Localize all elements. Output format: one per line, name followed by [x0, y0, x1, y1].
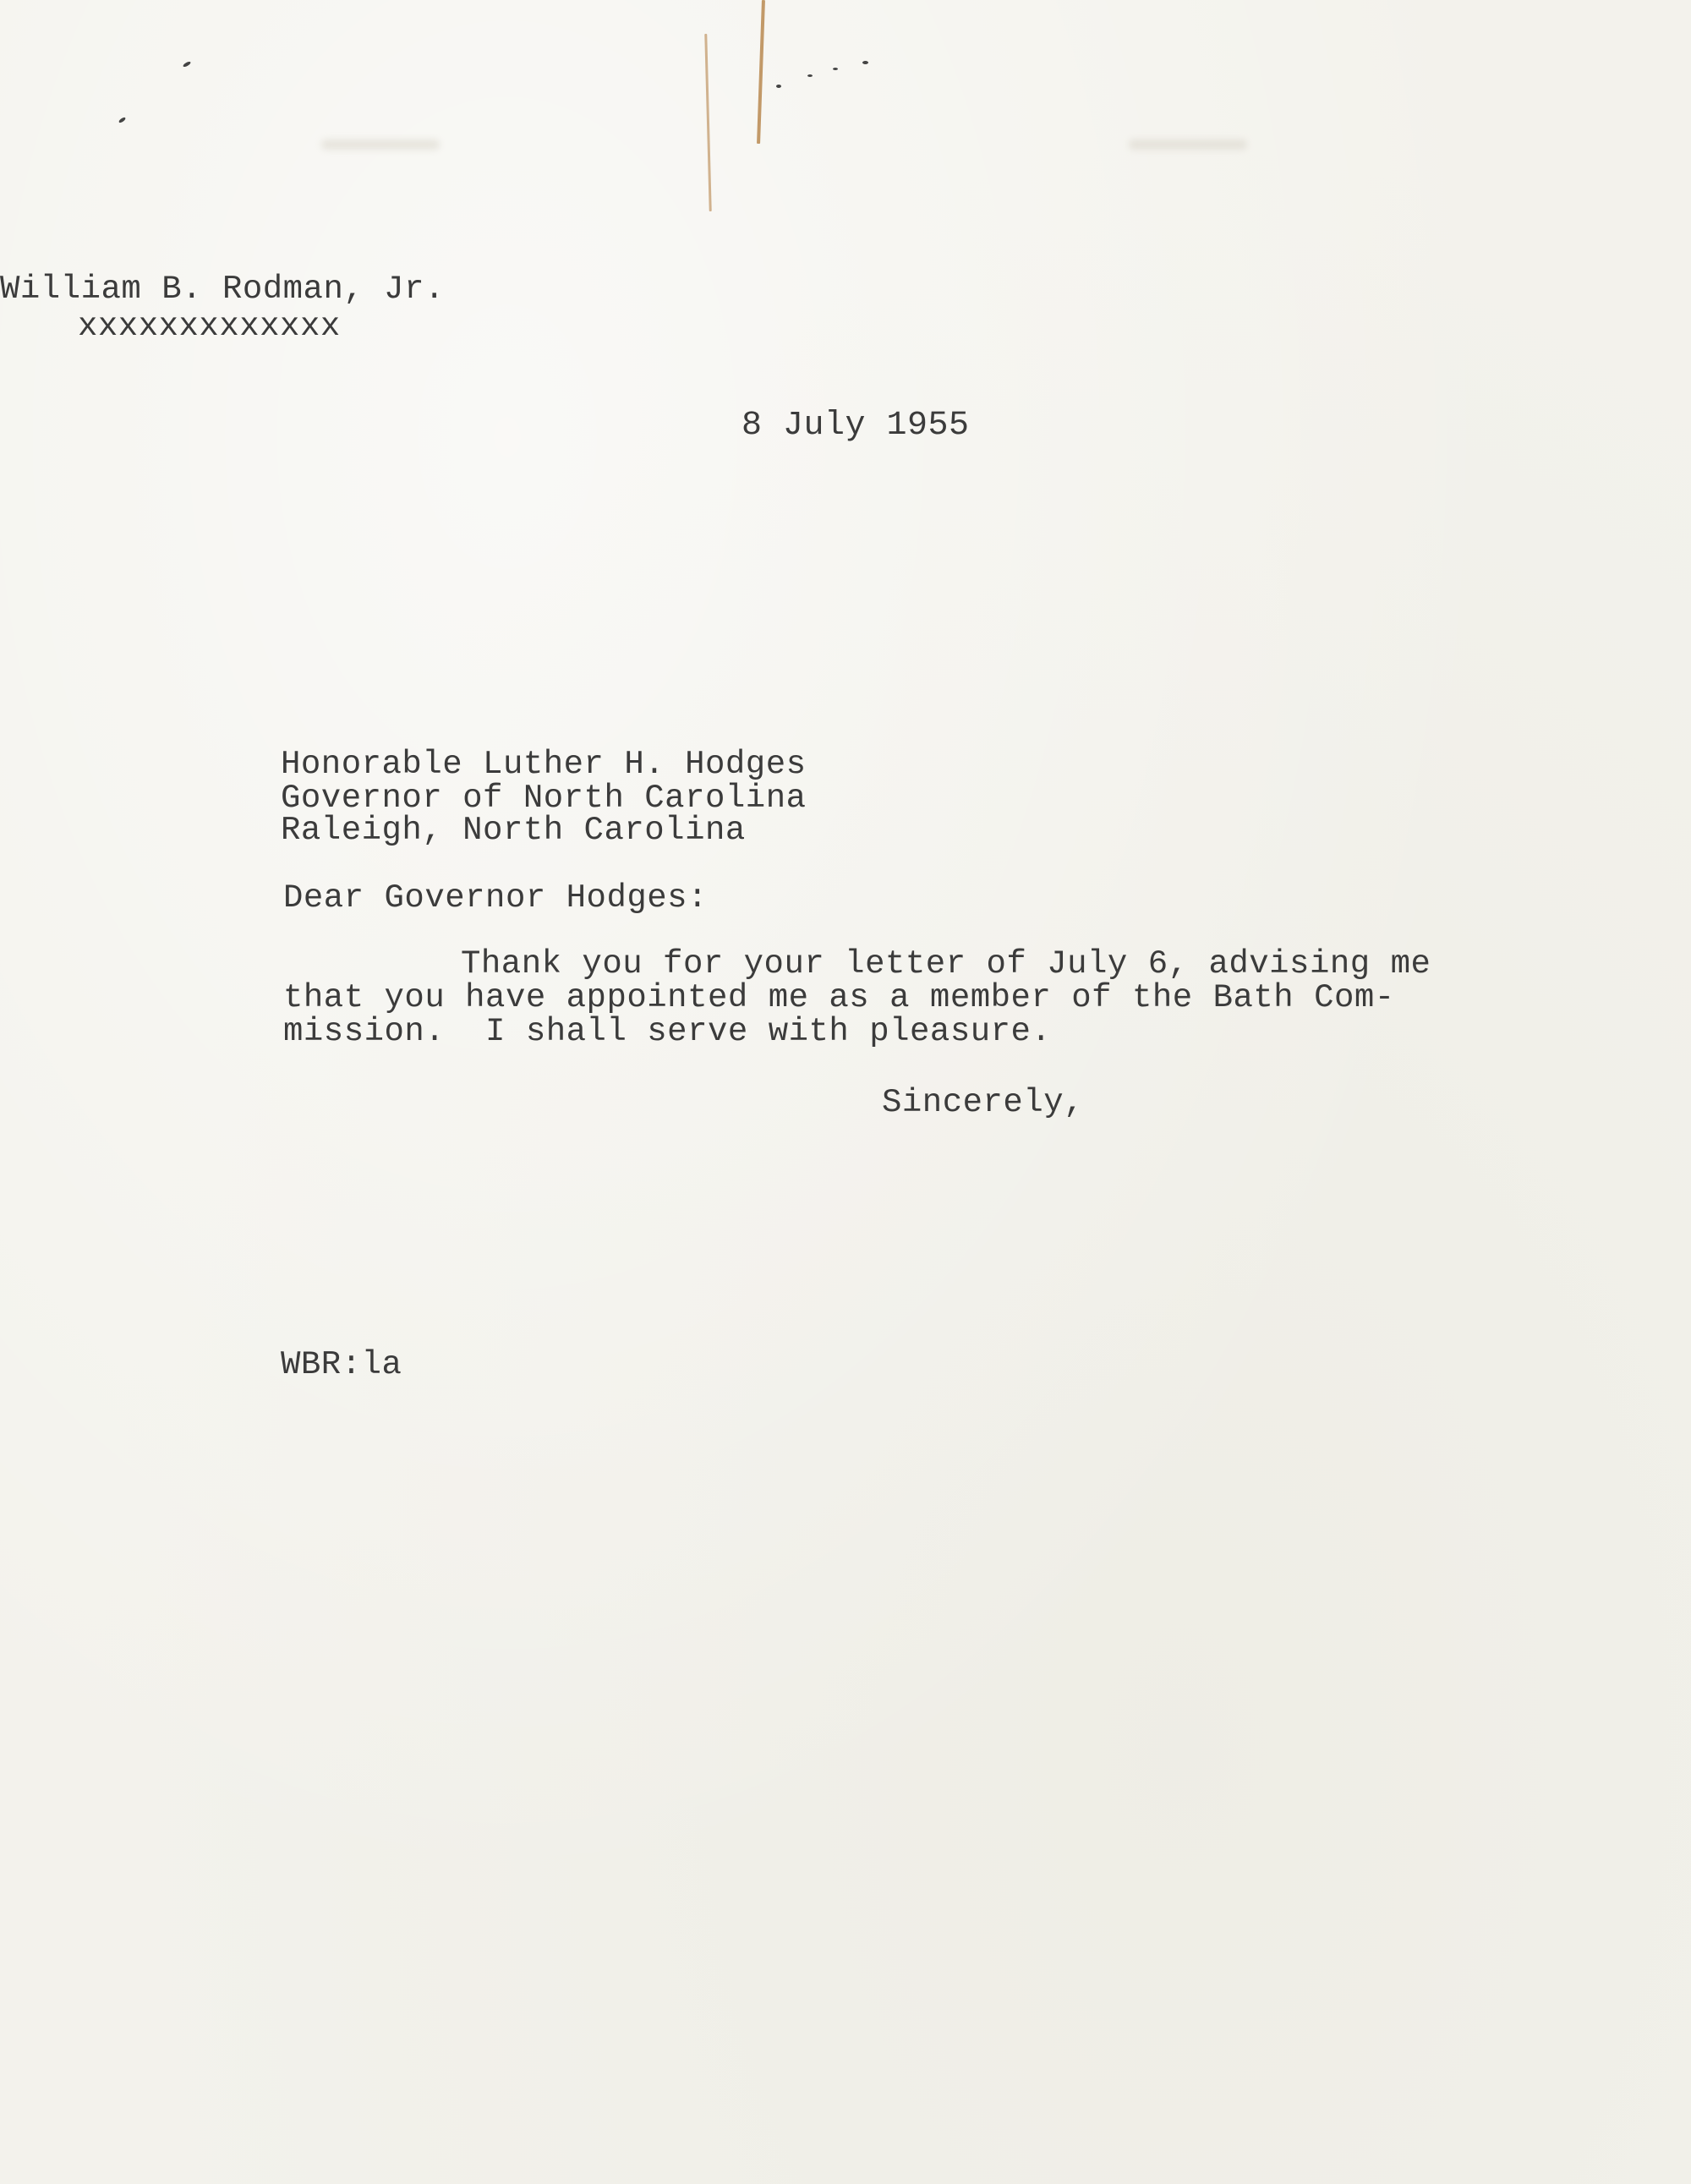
ink-mark: [704, 34, 711, 211]
ink-speck: [833, 68, 838, 70]
recipient-name: Honorable Luther H. Hodges: [281, 746, 807, 783]
salutation: Dear Governor Hodges:: [283, 879, 708, 917]
body-line-2: that you have appointed me as a member of the Bath Com-: [283, 979, 1395, 1016]
ink-speck: [807, 74, 813, 77]
ink-speck: [862, 61, 868, 64]
recipient-title: Governor of North Carolina: [281, 780, 807, 817]
letter-date: 8 July 1955: [742, 407, 970, 445]
ink-speck: [118, 117, 127, 123]
ink-mark: [757, 0, 765, 144]
recipient-location: Raleigh, North Carolina: [281, 812, 746, 849]
ink-speck: [183, 61, 192, 68]
reference-initials: WBR:la: [281, 1346, 402, 1383]
sender-struck-line: xxxxxxxxxxxxx: [78, 308, 341, 345]
closing: Sincerely,: [882, 1084, 1085, 1121]
paper-smudge: [1129, 140, 1247, 150]
ink-speck: [776, 85, 781, 88]
sender-name: William B. Rodman, Jr.: [0, 271, 445, 308]
body-line-1: Thank you for your letter of July 6, advising me: [461, 945, 1431, 983]
body-line-3: mission. I shall serve with pleasure.: [283, 1013, 1052, 1050]
paper-smudge: [321, 140, 440, 150]
